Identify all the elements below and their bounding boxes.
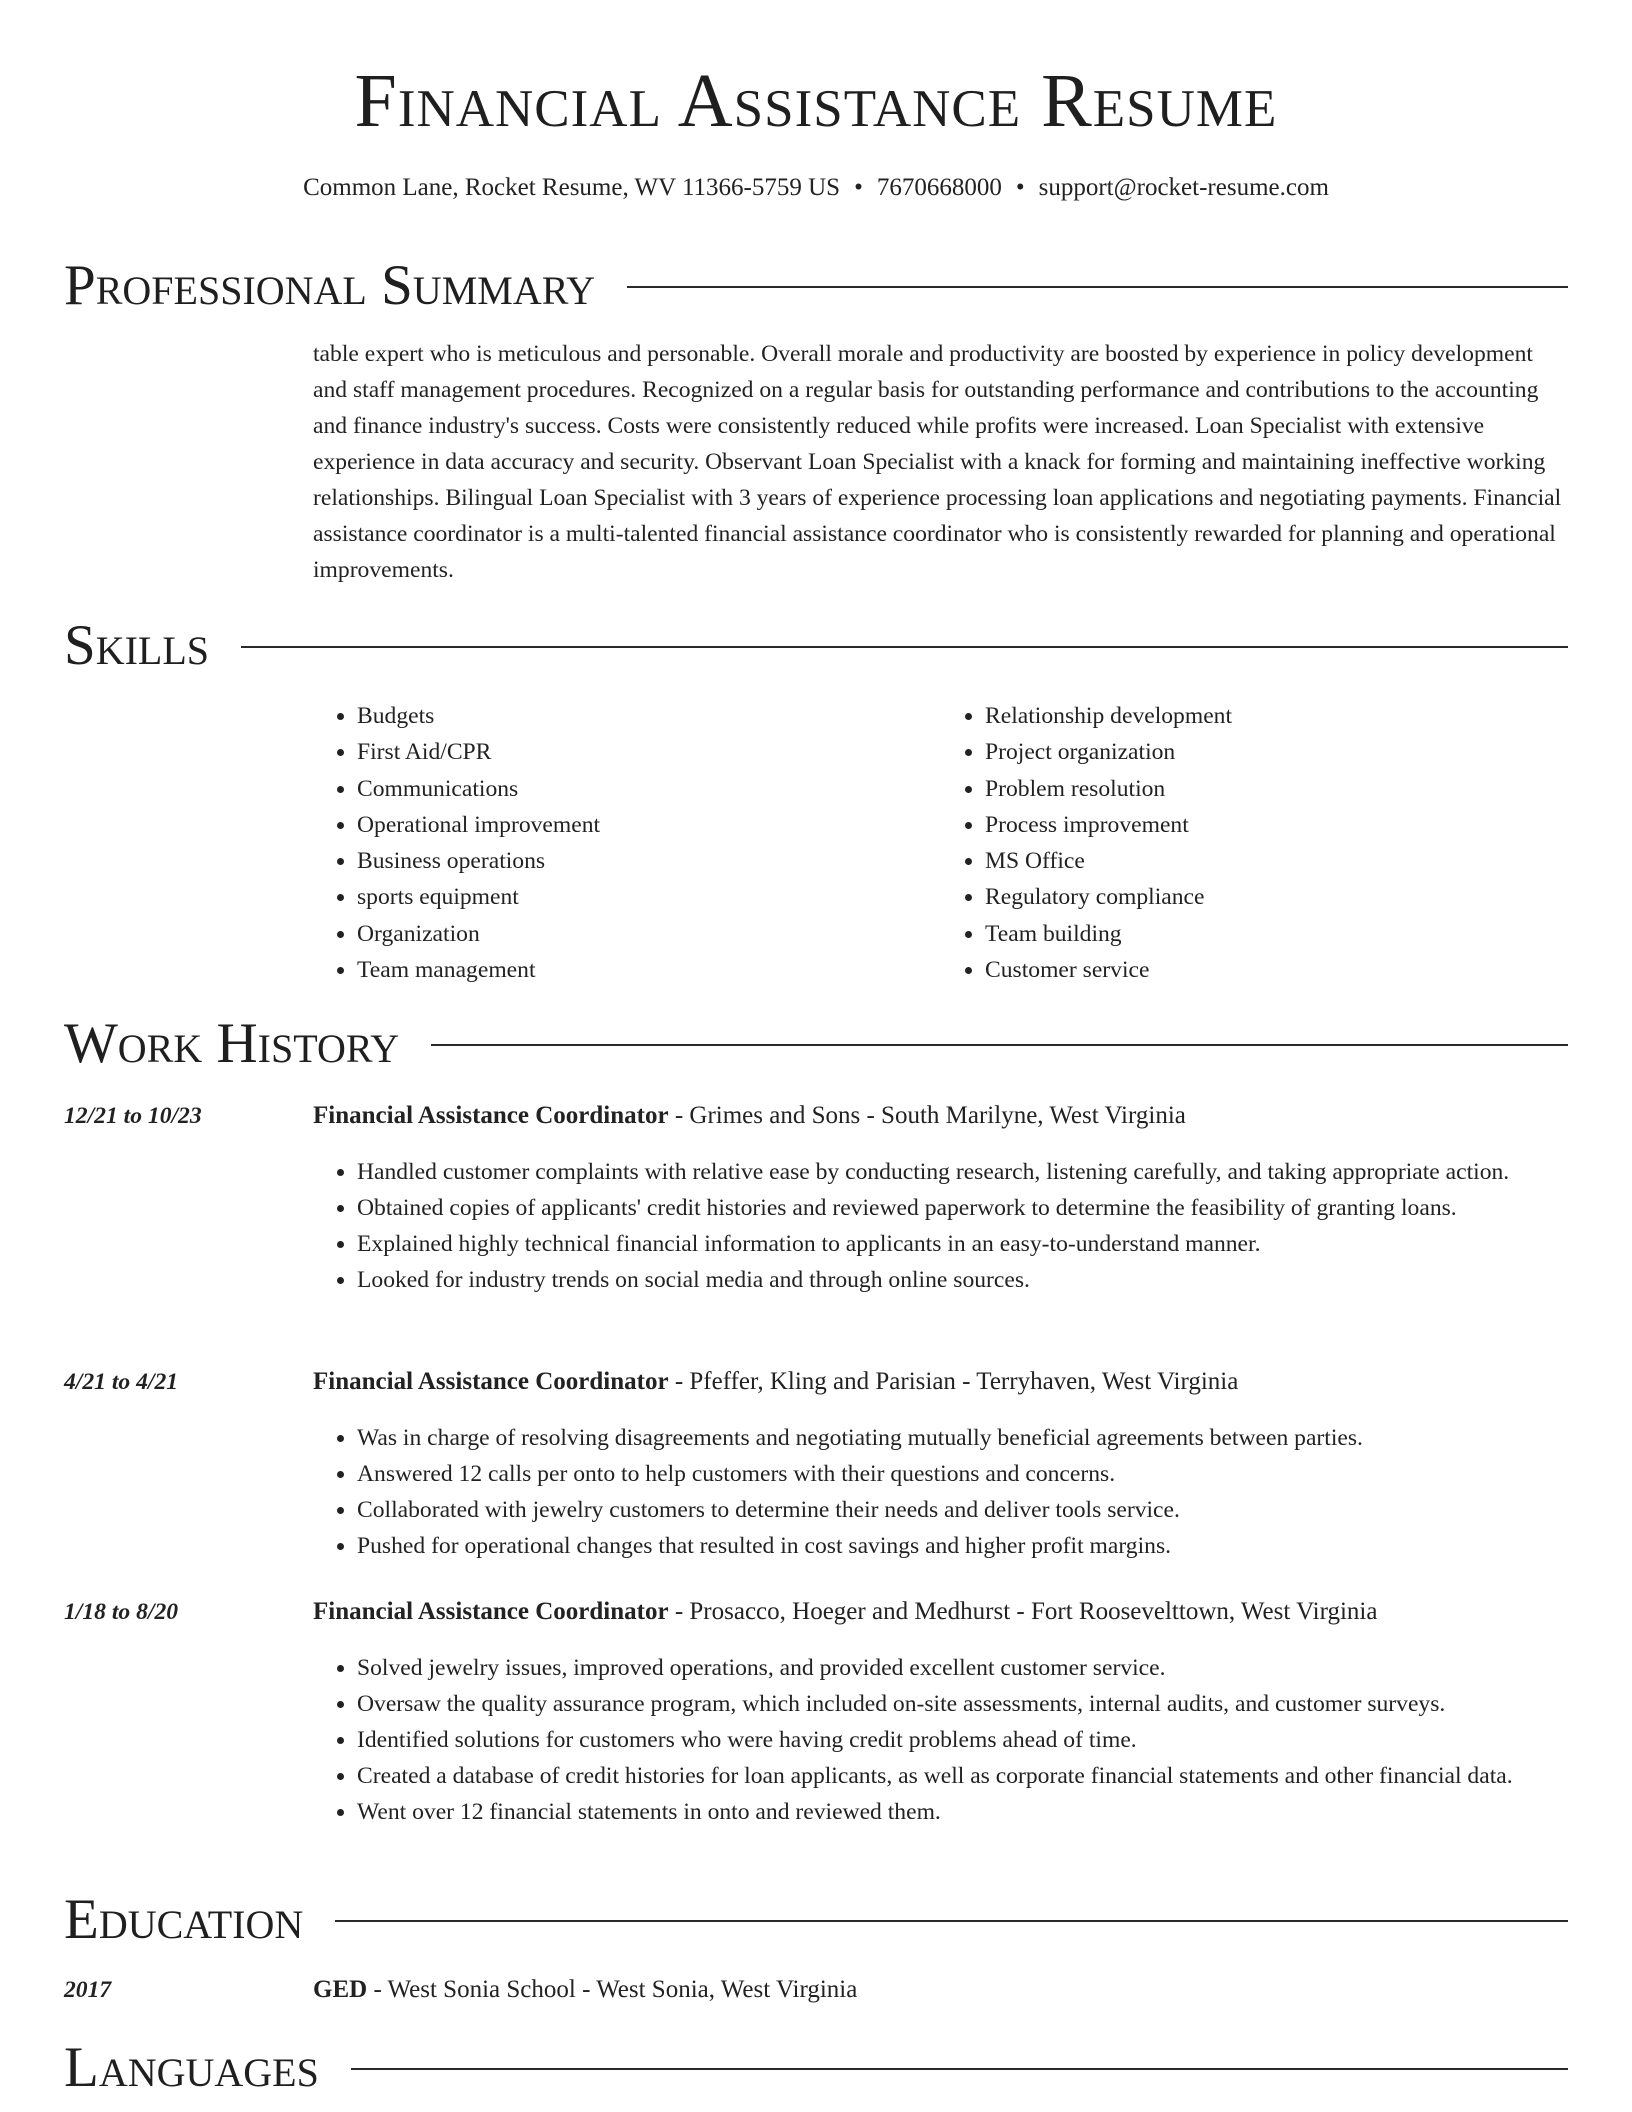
job-heading — [313, 1598, 1377, 1626]
job-bullet: • Solved jewelry issues, improved operations, and provided excellent customer service. — [357, 1650, 1569, 1686]
job-heading — [313, 1102, 1186, 1130]
skills-column-left — [313, 698, 941, 988]
job-heading — [313, 1368, 1238, 1396]
contact-address: Common Lane, Rocket Resume, WV 11366-5759 US — [303, 174, 841, 201]
skills-section-header — [64, 610, 1568, 680]
skill-item: • Organization — [357, 916, 941, 952]
job-bullet: • Created a database of credit histories for loan applicants, as well as corporate financial statements and other financial data. — [357, 1758, 1569, 1794]
job-date: 1/18 to 8/20 — [64, 1599, 179, 1625]
job-bullet: • Collaborated with jewelry customers to determine their needs and deliver tools service. — [357, 1492, 1569, 1528]
skill-item: • Customer service — [985, 952, 1569, 988]
job-bullet: • Was in charge of resolving disagreements and negotiating mutually beneficial agreements between parties. — [357, 1420, 1569, 1456]
skill-item: • Team building — [985, 916, 1569, 952]
languages-section-header — [64, 2032, 1568, 2102]
job-company: - Pfeffer, Kling and Parisian - Terryhaven, West Virginia — [668, 1368, 1239, 1395]
education-section-header — [64, 1884, 1568, 1954]
education-degree: GED — [313, 1976, 368, 2003]
skill-item: • Communications — [357, 771, 941, 807]
skill-item: • Budgets — [357, 698, 941, 734]
contact-separator: • — [854, 174, 863, 201]
contact-phone: 7670668000 — [876, 174, 1002, 201]
job-bullet: • Handled customer complaints with relative ease by conducting research, listening carefully, and taking appropriate action. — [357, 1154, 1569, 1190]
skill-item: • sports equipment — [357, 879, 941, 915]
skill-item: • Regulatory compliance — [985, 879, 1569, 915]
job-position: Financial Assistance Coordinator — [313, 1598, 669, 1625]
section-divider — [351, 2068, 1568, 2070]
job-bullet: • Pushed for operational changes that resulted in cost savings and higher profit margins. — [357, 1528, 1569, 1564]
job-position: Financial Assistance Coordinator — [313, 1102, 669, 1129]
job-bullets — [313, 1154, 1569, 1298]
job-bullet: • Explained highly technical financial information to applicants in an easy-to-understand manner. — [357, 1226, 1569, 1262]
job-position: Financial Assistance Coordinator — [313, 1368, 669, 1395]
skills-section-title: Skills — [64, 613, 210, 677]
skill-item: • Operational improvement — [357, 807, 941, 843]
education-entry — [313, 1976, 857, 2004]
contact-line — [0, 174, 1632, 202]
skill-item: • MS Office — [985, 843, 1569, 879]
job-date: 4/21 to 4/21 — [64, 1369, 179, 1395]
summary-text: table expert who is meticulous and personable. Overall morale and productivity are boosted by experience in policy development and staff management procedures. Recognized on a regular basis for outstanding performance and contributions to the accounting and finance industry's success. Costs were consistently reduced while profits were increased. Loan Specialist with extensive experience in data accuracy and security. Observant Loan Specialist with a knack for forming and maintaining ineffective working relationships. Bilingual Loan Specialist with 3 years of experience processing loan applications and negotiating payments. Financial assistance coordinator is a multi-talented financial assistance coordinator who is consistently rewarded for planning and operational improvements. — [313, 341, 1562, 583]
skills-list — [313, 698, 1569, 988]
section-divider — [431, 1044, 1568, 1046]
education-section-title: Education — [64, 1887, 304, 1951]
skill-item: • Team management — [357, 952, 941, 988]
education-date: 2017 — [64, 1977, 112, 2003]
job-date: 12/21 to 10/23 — [64, 1103, 202, 1129]
job-bullet: • Obtained copies of applicants' credit histories and reviewed paperwork to determine the feasibility of granting loans. — [357, 1190, 1569, 1226]
skill-item: • Relationship development — [985, 698, 1569, 734]
summary-section-title: Professional Summary — [64, 253, 596, 317]
section-divider — [627, 286, 1568, 288]
skill-item: • Project organization — [985, 734, 1569, 770]
work-section-title: Work History — [64, 1011, 400, 1075]
skill-item: • Business operations — [357, 843, 941, 879]
job-bullet: • Identified solutions for customers who were having credit problems ahead of time. — [357, 1722, 1569, 1758]
skill-item: • Problem resolution — [985, 771, 1569, 807]
work-section-header — [64, 1008, 1568, 1078]
section-divider — [241, 646, 1568, 648]
job-company: - Grimes and Sons - South Marilyne, West Virginia — [668, 1102, 1186, 1129]
education-school: - West Sonia School - West Sonia, West Virginia — [367, 1976, 858, 2003]
job-bullet: • Went over 12 financial statements in onto and reviewed them. — [357, 1794, 1569, 1830]
skills-column-right — [941, 698, 1569, 988]
job-bullet: • Looked for industry trends on social media and through online sources. — [357, 1262, 1569, 1298]
job-bullets — [313, 1650, 1569, 1830]
section-divider — [335, 1920, 1568, 1922]
contact-email: support@rocket-resume.com — [1038, 174, 1329, 201]
job-bullets — [313, 1420, 1569, 1564]
skill-item: • Process improvement — [985, 807, 1569, 843]
languages-section-title: Languages — [64, 2035, 319, 2099]
resume-name: Financial Assistance Resume — [354, 59, 1278, 143]
job-bullet: • Answered 12 calls per onto to help customers with their questions and concerns. — [357, 1456, 1569, 1492]
job-company: - Prosacco, Hoeger and Medhurst - Fort Roosevelttown, West Virginia — [668, 1598, 1378, 1625]
job-bullet: • Oversaw the quality assurance program, which included on-site assessments, internal audits, and customer surveys. — [357, 1686, 1569, 1722]
summary-section-header — [64, 250, 1568, 320]
skill-item: • First Aid/CPR — [357, 734, 941, 770]
contact-separator: • — [1015, 174, 1025, 201]
